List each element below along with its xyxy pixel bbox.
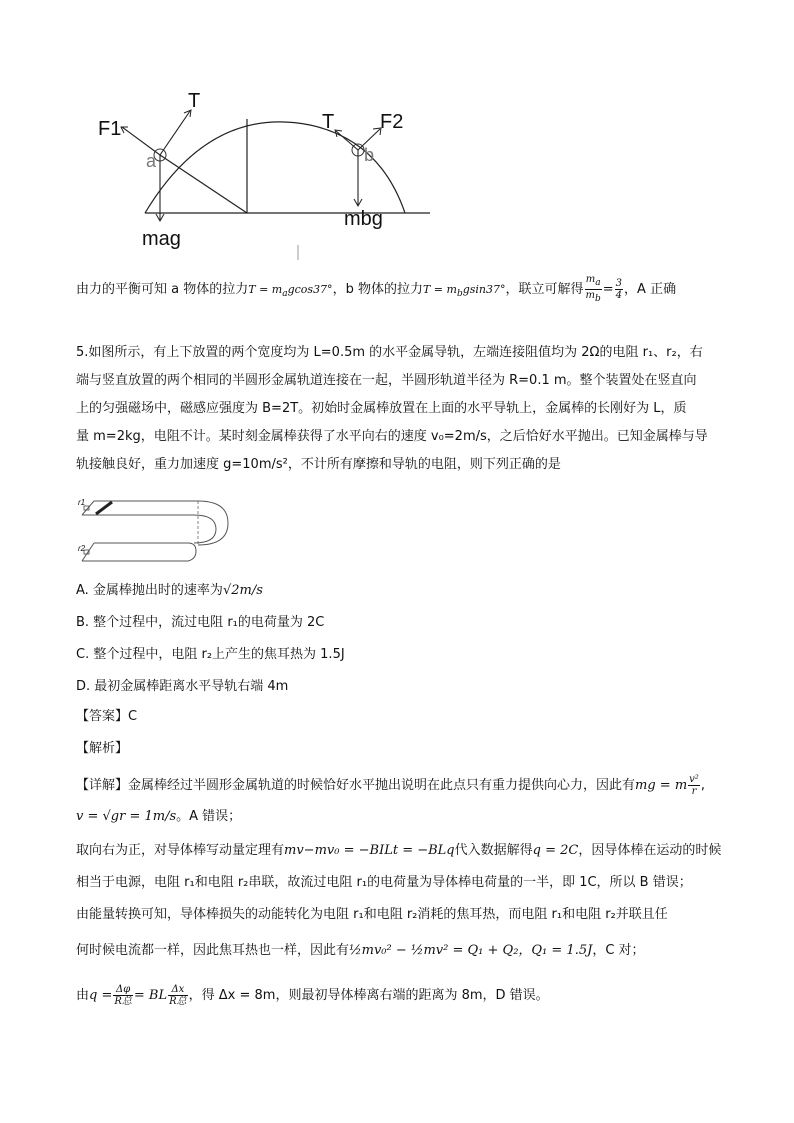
explanation-line-6: 何时候电流都一样，因此焦耳热也一样，因此有½mv₀² − ½mv² = Q₁ + Q₂，Q₁ = 1.5J，C 对； <box>76 943 645 958</box>
question-line-2: 端与竖直放置的两个相同的半圆形金属轨道连接在一起，半圆形轨道半径为 R=0.1 m。整个装置处在竖直向 <box>76 373 697 388</box>
label-r1: r1 <box>78 498 86 507</box>
label-t-left: T <box>188 90 201 112</box>
explanation-line-4: 相当于电源，电阻 r₁和电阻 r₂串联，故流过电阻 r₁的电荷量为导体棒电荷量的一半，即 1C，所以 B 错误； <box>76 875 692 890</box>
intro-line <box>76 274 676 305</box>
intro-eq-sign: = <box>602 282 614 297</box>
explanation-line-7: 由q = $\frac{\Delta\varphi}{\text{R总}}$ = BL $\frac{\Delta x}{\text{R总}}$ ，得 Δx = 8m，则最初导体棒离右端的距离为 8m，D 错误。 <box>76 984 549 1007</box>
label-f2: F2 <box>380 111 404 133</box>
question-line-3: 上的匀强磁场中，磁感应强度为 B=2T。初始时金属棒放置在上面的水平导轨上，金属棒的长刚好为 L，质 <box>76 401 687 416</box>
label-f1: F1 <box>98 118 122 140</box>
intro-text-1: 由力的平衡可知 a 物体的拉力 <box>76 282 249 297</box>
analysis-label: 【解析】 <box>76 741 129 756</box>
label-a: a <box>146 151 157 171</box>
arrow-t-left <box>160 111 190 155</box>
intro-frac: $\frac{m_a}{m_b}$ <box>585 274 601 304</box>
intro-eq-1: $T = m_agcos37^\circ$ <box>248 283 333 300</box>
arrow-t-right <box>336 131 358 150</box>
label-r2: r2 <box>78 544 86 553</box>
label-t-right: T <box>322 111 335 133</box>
intro-eq-2: $T = m_bgsin37^\circ$ <box>422 283 506 300</box>
option-b: B. 整个过程中，流过电阻 r₁的电荷量为 2C <box>76 615 325 630</box>
rail-diagram <box>78 493 238 571</box>
top-rail <box>94 501 228 545</box>
option-a: A. 金属棒抛出时的速率为√2m/s <box>76 583 263 598</box>
label-b: b <box>364 145 375 165</box>
explanation-line-2: v = √gr = 1m/s。A 错误； <box>76 809 242 824</box>
label-mbg: mbg <box>344 208 383 230</box>
explanation-line-5: 由能量转换可知，导体棒损失的动能转化为电阻 r₁和电阻 r₂消耗的焦耳热，而电阻 r₁和电阻 r₂并联且任 <box>76 907 668 922</box>
arc-track <box>145 122 405 213</box>
intro-text-4: ，A 正确 <box>624 282 677 297</box>
bottom-rail <box>82 543 196 561</box>
radius-a <box>160 155 247 213</box>
intro-text-3: ，联立可解得 <box>505 282 584 297</box>
force-diagram <box>90 85 440 270</box>
explanation-line-1: 【详解】金属棒经过半圆形金属轨道的时候恰好水平抛出说明在此点只有重力提供向心力，因此有mg = m $\frac{\text{v²}}{r}$ , <box>76 774 705 797</box>
option-d: D. 最初金属棒距离水平导轨右端 4m <box>76 679 289 694</box>
metal-bar <box>96 502 112 514</box>
intro-text-2: ，b 物体的拉力 <box>332 282 423 297</box>
question-line-1: 5.如图所示，有上下放置的两个宽度均为 L=0.5m 的水平金属导轨，左端连接阻值均为 2Ω的电阻 r₁、r₂，右 <box>76 345 703 360</box>
question-line-4: 量 m=2kg，电阻不计。某时刻金属棒获得了水平向右的速度 v₀=2m/s，之后恰好水平抛出。已知金属棒与导 <box>76 429 708 444</box>
label-mag: mag <box>142 228 181 250</box>
intro-ratio: $\frac{3}{4}$ <box>615 278 623 301</box>
explanation-line-3: 取向右为正，对导体棒写动量定理有mv−mv₀ = −BILt = −BLq代入数据解得q = 2C，因导体棒在运动的时候 <box>76 843 722 858</box>
answer-label: 【答案】C <box>76 709 138 724</box>
option-c: C. 整个过程中，电阻 r₂上产生的焦耳热为 1.5J <box>76 647 345 662</box>
question-line-5: 轨接触良好，重力加速度 g=10m/s²，不计所有摩擦和导轨的电阻，则下列正确的是 <box>76 457 561 472</box>
